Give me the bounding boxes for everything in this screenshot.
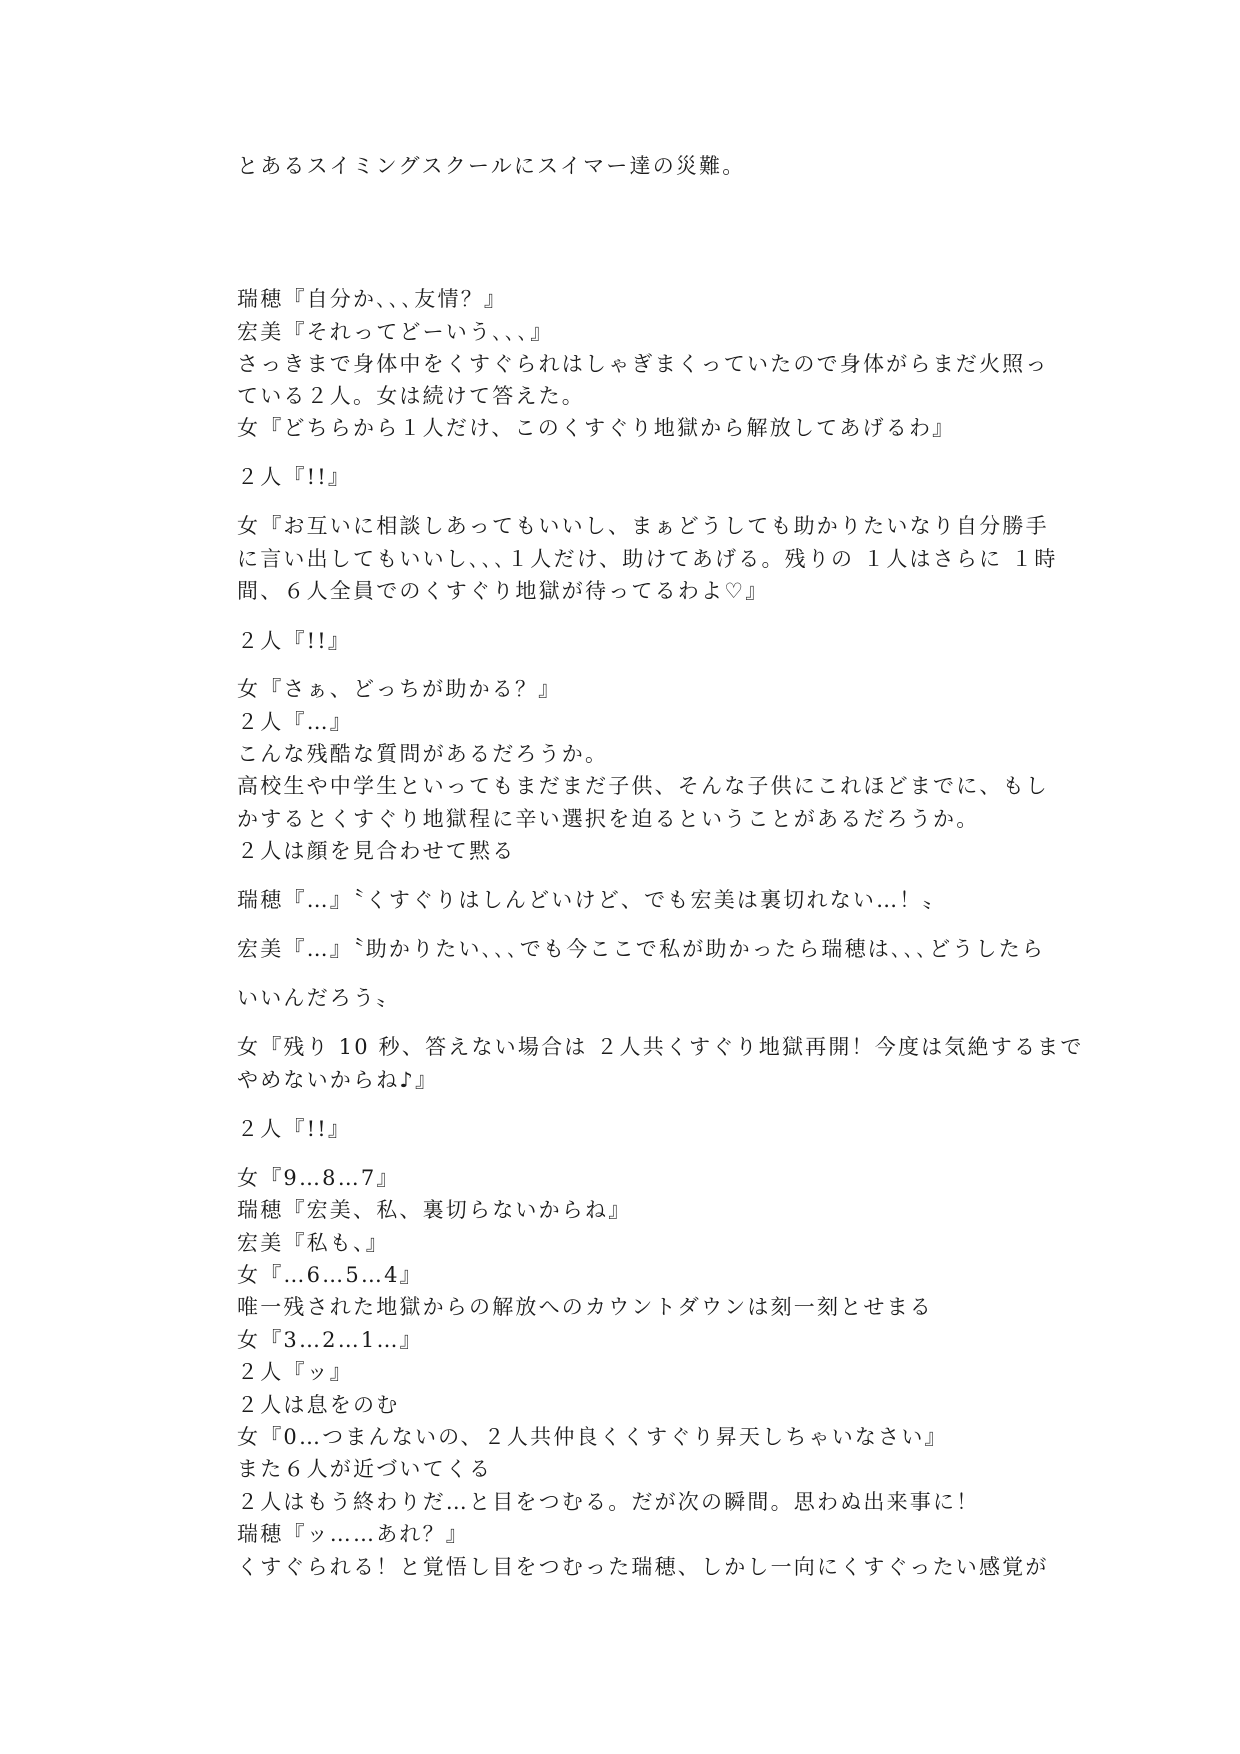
text-line: ２人『ッ』 (237, 1360, 353, 1384)
text-line: 瑞穂『自分か､､､友情？』 (237, 287, 508, 311)
text-line: ２人『!!』 (237, 465, 352, 489)
text-line: 女『…6…5…4』 (237, 1263, 423, 1287)
text-line: 唯一残された地獄からの解放へのカウントダウンは刻一刻とせまる (237, 1295, 933, 1319)
text-line: 女『残り 10 秒、答えない場合は ２人共くすぐり地獄再開！今度は気絶するまで (237, 1035, 1084, 1059)
text-line: 女『どちらから１人だけ、このくすぐり地獄から解放してあげるわ』 (237, 416, 956, 440)
text-line: 女『9…8…7』 (237, 1166, 400, 1190)
text-line: ２人は息をのむ (237, 1393, 400, 1417)
text-line: 宏美『それってどーいう､､､』 (237, 320, 554, 344)
text-line: に言い出してもいいし､､､１人だけ、助けてあげる。残りの １人はさらに １時 (237, 547, 1058, 571)
text-line: 女『お互いに相談しあってもいいし、まぁどうしても助かりたいなり自分勝手 (237, 514, 1049, 538)
text-line: 間、６人全員でのくすぐり地獄が待ってるわよ♡』 (237, 579, 769, 603)
text-line: 瑞穂『宏美、私、裏切らないからね』 (237, 1198, 632, 1222)
text-line: ２人はもう終わりだ…と目をつむる。だが次の瞬間。思わぬ出来事に！ (237, 1490, 980, 1514)
text-line: 宏美『…』〝助かりたい､､､でも今ここで私が助かったら瑞穂は､､､どうしたら (237, 937, 1046, 961)
text-line: ２人は顔を見合わせて黙る (237, 839, 516, 863)
text-line: ２人『!!』 (237, 1117, 352, 1141)
text-line: さっきまで身体中をくすぐられはしゃぎまくっていたので身体がらまだ火照っ (237, 352, 1049, 376)
text-line: かするとくすぐり地獄程に辛い選択を迫るということがあるだろうか。 (237, 807, 980, 831)
document-title-line: とあるスイミングスクールにスイマー達の災難。 (237, 154, 746, 178)
text-line: ２人『!!』 (237, 629, 352, 653)
text-line: 女『3…2…1…』 (237, 1328, 423, 1352)
text-line: 瑞穂『…』〝くすぐりはしんどいけど、でも宏美は裏切れない…！〟 (237, 888, 946, 912)
text-line: いいんだろう〟 (237, 986, 400, 1010)
text-line: くすぐられる！と覚悟し目をつむった瑞穂、しかし一向にくすぐったい感覚が (237, 1555, 1049, 1579)
text-line: ２人『…』 (237, 710, 353, 734)
text-line: 女『0…つまんないの、２人共仲良くくすぐり昇天しちゃいなさい』 (237, 1425, 948, 1449)
text-line: また６人が近づいてくる (237, 1457, 493, 1481)
text-line: 高校生や中学生といってもまだまだ子供、そんな子供にこれほどまでに、もし (237, 774, 1049, 798)
text-line: ている２人。女は続けて答えた。 (237, 384, 585, 408)
text-line: 宏美『私も、』 (237, 1231, 389, 1255)
text-line: こんな残酷な質問があるだろうか。 (237, 742, 609, 766)
text-line: 瑞穂『ッ……あれ？』 (237, 1522, 469, 1546)
text-line: やめないからね♪』 (237, 1068, 439, 1092)
text-line: 女『さぁ、どっちが助かる？』 (237, 677, 562, 701)
